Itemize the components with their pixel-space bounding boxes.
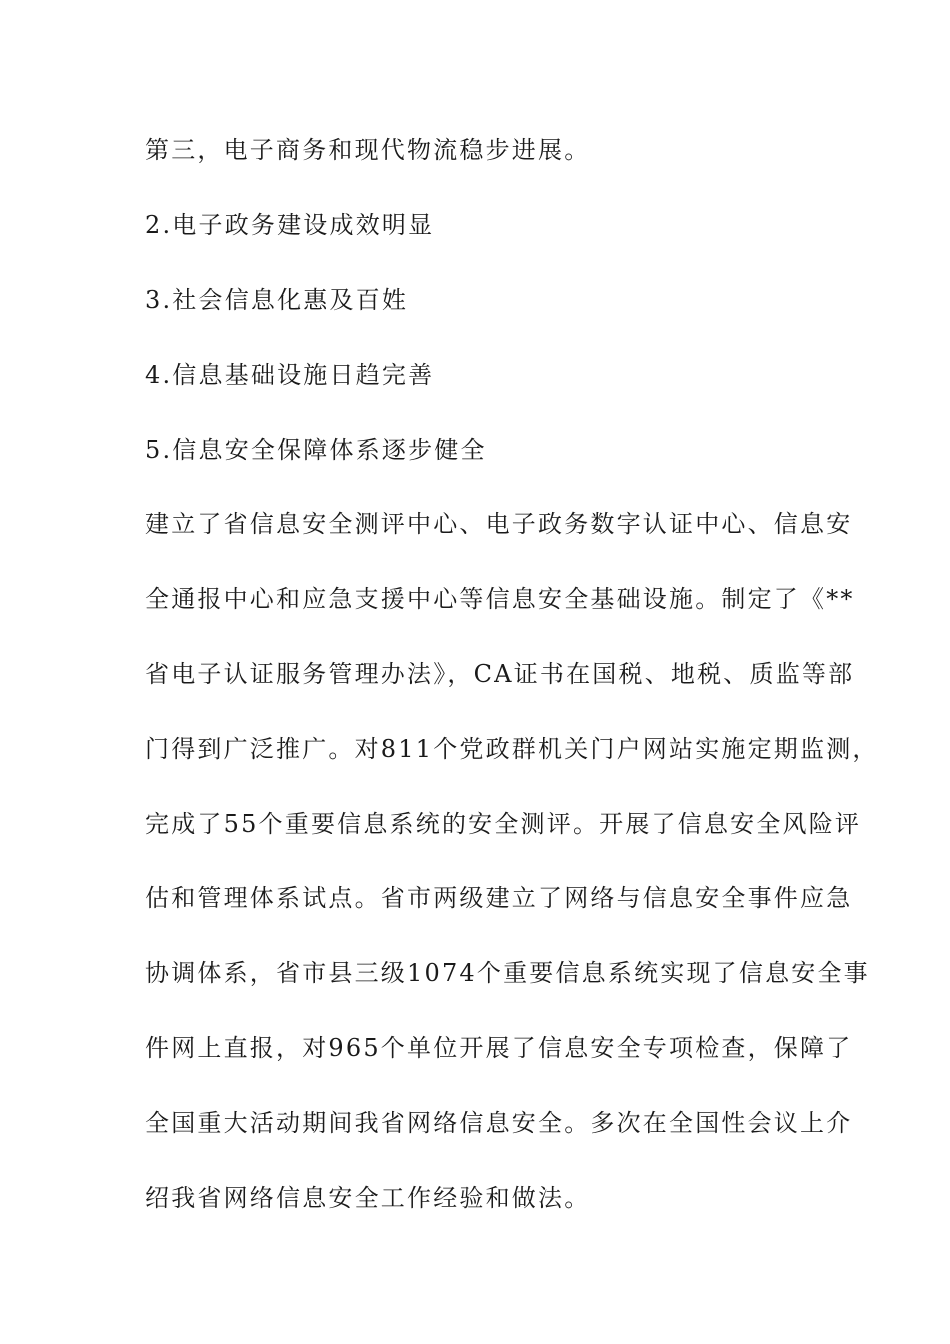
paragraph-line-4: 门得到广泛推广。对811个党政群机关门户网站实施定期监测， bbox=[145, 735, 879, 763]
text-line-1: 第三，电子商务和现代物流稳步进展。 bbox=[145, 136, 591, 164]
heading-3: 3.社会信息化惠及百姓 bbox=[145, 286, 409, 314]
heading-5: 5.信息安全保障体系逐步健全 bbox=[145, 436, 487, 464]
paragraph-line-5: 完成了55个重要信息系统的安全测评。开展了信息安全风险评 bbox=[145, 810, 862, 838]
heading-2: 2.电子政务建设成效明显 bbox=[145, 211, 435, 239]
paragraph-line-7: 协调体系，省市县三级1074个重要信息系统实现了信息安全事 bbox=[145, 959, 870, 987]
heading-4: 4.信息基础设施日趋完善 bbox=[145, 361, 435, 389]
paragraph-line-9: 全国重大活动期间我省网络信息安全。多次在全国性会议上介 bbox=[145, 1109, 853, 1137]
paragraph-line-3: 省电子认证服务管理办法》，CA证书在国税、地税、质监等部 bbox=[145, 660, 855, 688]
paragraph-line-2: 全通报中心和应急支援中心等信息安全基础设施。制定了《** bbox=[145, 585, 855, 613]
paragraph-line-10: 绍我省网络信息安全工作经验和做法。 bbox=[145, 1184, 591, 1212]
paragraph-line-8: 件网上直报，对965个单位开展了信息安全专项检查，保障了 bbox=[145, 1034, 853, 1062]
paragraph-line-1: 建立了省信息安全测评中心、电子政务数字认证中心、信息安 bbox=[145, 510, 853, 538]
paragraph-line-6: 估和管理体系试点。省市两级建立了网络与信息安全事件应急 bbox=[145, 884, 853, 912]
